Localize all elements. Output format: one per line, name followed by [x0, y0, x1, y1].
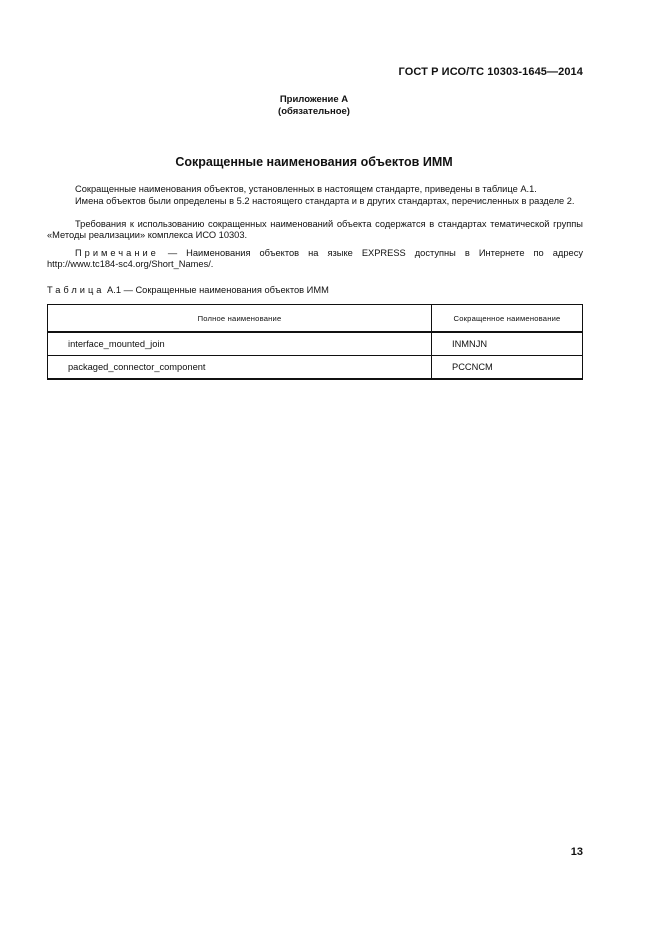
note	[47, 248, 583, 270]
column-header-short-name: Сокращенное наименование	[432, 305, 583, 333]
page-number: 13	[570, 846, 583, 858]
appendix-title: Приложение А	[279, 94, 349, 105]
table-caption-label: Таблица	[47, 285, 105, 295]
paragraph: Имена объектов были определены в 5.2 настоящего стандарта и в других стандартах, перечисленных в разделе 2.	[75, 196, 575, 206]
note-text: — Наименования объектов на языке EXPRESS доступны в Интернете по адресу http://www.tc184-sc4.org/Short_Names/.	[47, 248, 583, 270]
column-header-full-name: Полное наименование	[48, 305, 432, 333]
table-caption	[47, 285, 329, 295]
cell-short-name: INMNJN	[432, 332, 583, 356]
standard-code: ГОСТ Р ИСО/ТС 10303-1645—2014	[398, 66, 583, 78]
cell-short-name: PCCNCM	[432, 356, 583, 380]
table-header-row	[48, 305, 583, 333]
table-row	[48, 332, 583, 356]
section-title: Сокращенные наименования объектов ИММ	[175, 155, 453, 169]
paragraph: Сокращенные наименования объектов, установленных в настоящем стандарте, приведены в таблице А.1.	[75, 184, 537, 194]
table-row	[48, 356, 583, 380]
cell-full-name: packaged_connector_component	[48, 356, 432, 380]
cell-full-name: interface_mounted_join	[48, 332, 432, 356]
note-label: Примечание	[75, 248, 159, 258]
appendix-heading	[0, 94, 628, 118]
abbreviations-table	[47, 304, 583, 380]
appendix-status: (обязательное)	[278, 106, 350, 117]
paragraph: Требования к использованию сокращенных наименований объекта содержатся в стандартах тематической группы «Методы реализации» комплекса ИСО 10303.	[47, 219, 583, 241]
table-caption-text: А.1 — Сокращенные наименования объектов ИММ	[104, 285, 329, 295]
